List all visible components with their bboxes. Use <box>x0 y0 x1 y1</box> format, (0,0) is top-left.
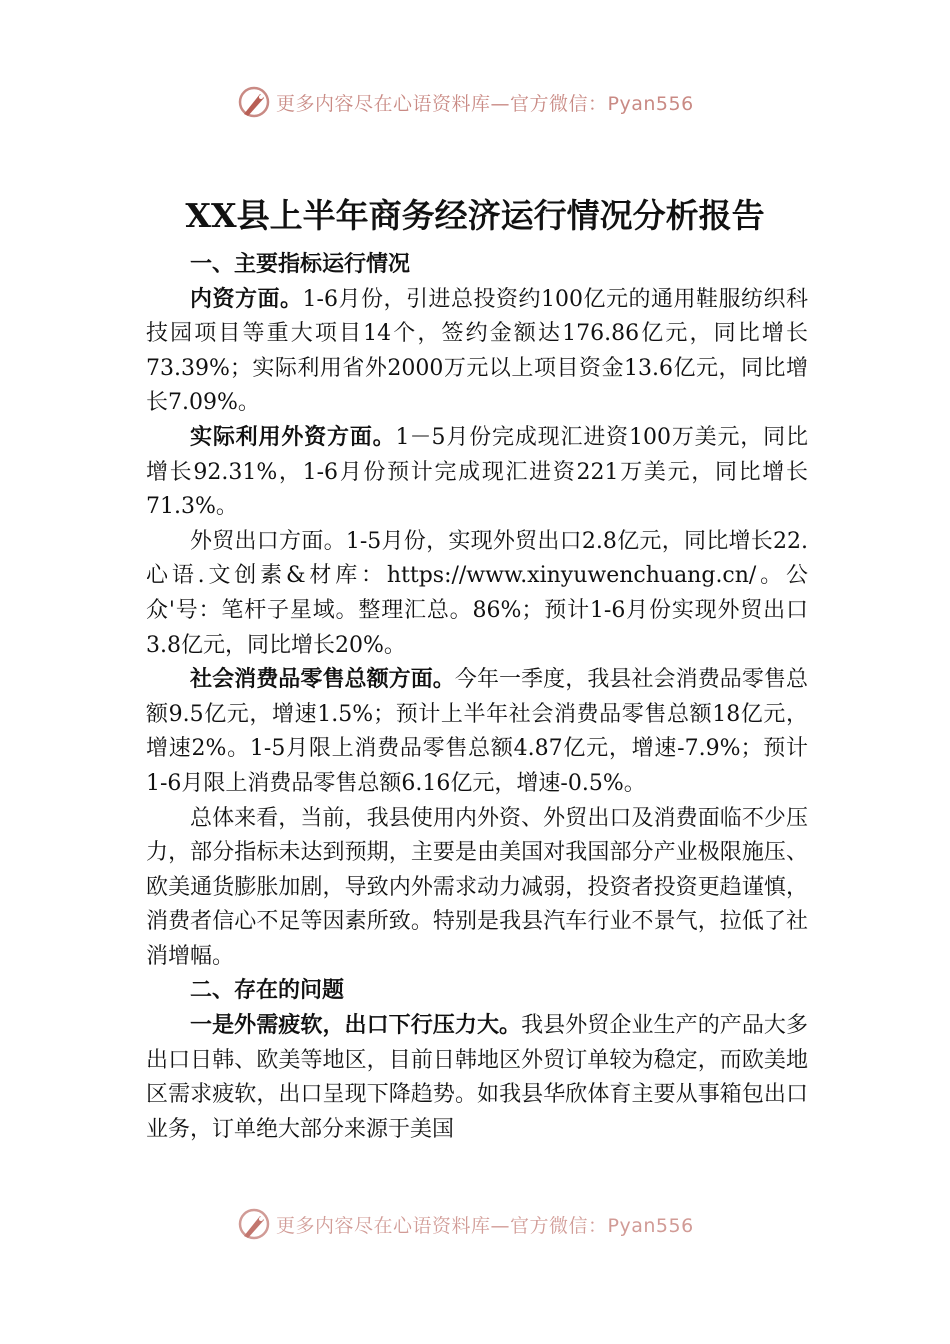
inserted-source-note: 心语.文创素&材库：https://www.xinyuwenchuang.cn/。公众'号：笔杆子星域。整理汇总。 <box>146 563 808 623</box>
paragraph-text: 总体来看，当前，我县使用内外资、外贸出口及消费面临不少压力，部分指标未达到预期，主要是由美国对我国部分产业极限施压、欧美通货膨胀加剧，导致内外需求动力减弱，投资者投资更趋谨慎，消费者信心不足等因素所致。特别是我县汽车行业不景气，拉低了社消增幅。 <box>146 805 808 969</box>
paragraph-domestic-capital <box>146 283 808 421</box>
paragraph-text: 1－5月份完成现汇进资100万美元，同比增长92.31%，1-6月份预计完成现汇进资221万美元，同比增长71.3%。 <box>146 424 808 520</box>
paragraph-lead: 社会消费品零售总额方面。 <box>190 667 455 693</box>
paragraph-lead: 内资方面。 <box>190 286 303 312</box>
paragraph-foreign-trade <box>146 525 808 663</box>
pen-nib-logo-icon <box>236 1206 272 1242</box>
pen-nib-logo-icon <box>236 84 272 120</box>
watermark-text: 更多内容尽在心语资料库—官方微信：Pyan556 <box>276 1214 694 1237</box>
paragraph-text: 86%；预计1-6月份实现外贸出口3.8亿元，同比增长20%。 <box>146 597 808 658</box>
section-heading-2: 二、存在的问题 <box>190 978 345 1004</box>
paragraph-retail-sales <box>146 663 808 801</box>
paragraph-text: 我县外贸企业生产的产品大多出口日韩、欧美等地区，目前日韩地区外贸订单较为稳定，而欧美地区需求疲软，出口呈现下降趋势。如我县华欣体育主要从事箱包出口业务，订单绝大部分来源于美国 <box>146 1013 808 1142</box>
paragraph-text: 今年一季度，我县社会消费品零售总额9.5亿元，增速1.5%；预计上半年社会消费品零售总额18亿元，增速2%。1-5月限上消费品零售总额4.87亿元，增速-7.9%；预计1-6月限上消费品零售总额6.16亿元，增速-0.5%。 <box>146 667 808 796</box>
paragraph-lead: 一是外需疲软，出口下行压力大。 <box>190 1013 522 1039</box>
document-body <box>146 248 808 1147</box>
paragraph-foreign-capital <box>146 421 808 525</box>
watermark-banner-top <box>236 84 694 120</box>
paragraph-weak-demand <box>146 1009 808 1147</box>
paragraph-text: 1-6月份，引进总投资约100亿元的通用鞋服纺织科技园项目等重大项目14个，签约金额达176.86亿元，同比增长73.39%；实际利用省外2000万元以上项目资金13.6亿元，同比增长7.09%。 <box>146 286 808 416</box>
paragraph-lead: 实际利用外资方面。 <box>190 424 396 450</box>
document-title: XX县上半年商务经济运行情况分析报告 <box>185 196 765 235</box>
paragraph-text: 外贸出口方面。1-5月份，实现外贸出口2.8亿元，同比增长22. <box>190 528 808 554</box>
paragraph-summary <box>146 802 808 975</box>
section-heading-1: 一、主要指标运行情况 <box>190 252 411 277</box>
watermark-banner-bottom <box>236 1206 694 1242</box>
watermark-text: 更多内容尽在心语资料库—官方微信：Pyan556 <box>276 92 694 115</box>
